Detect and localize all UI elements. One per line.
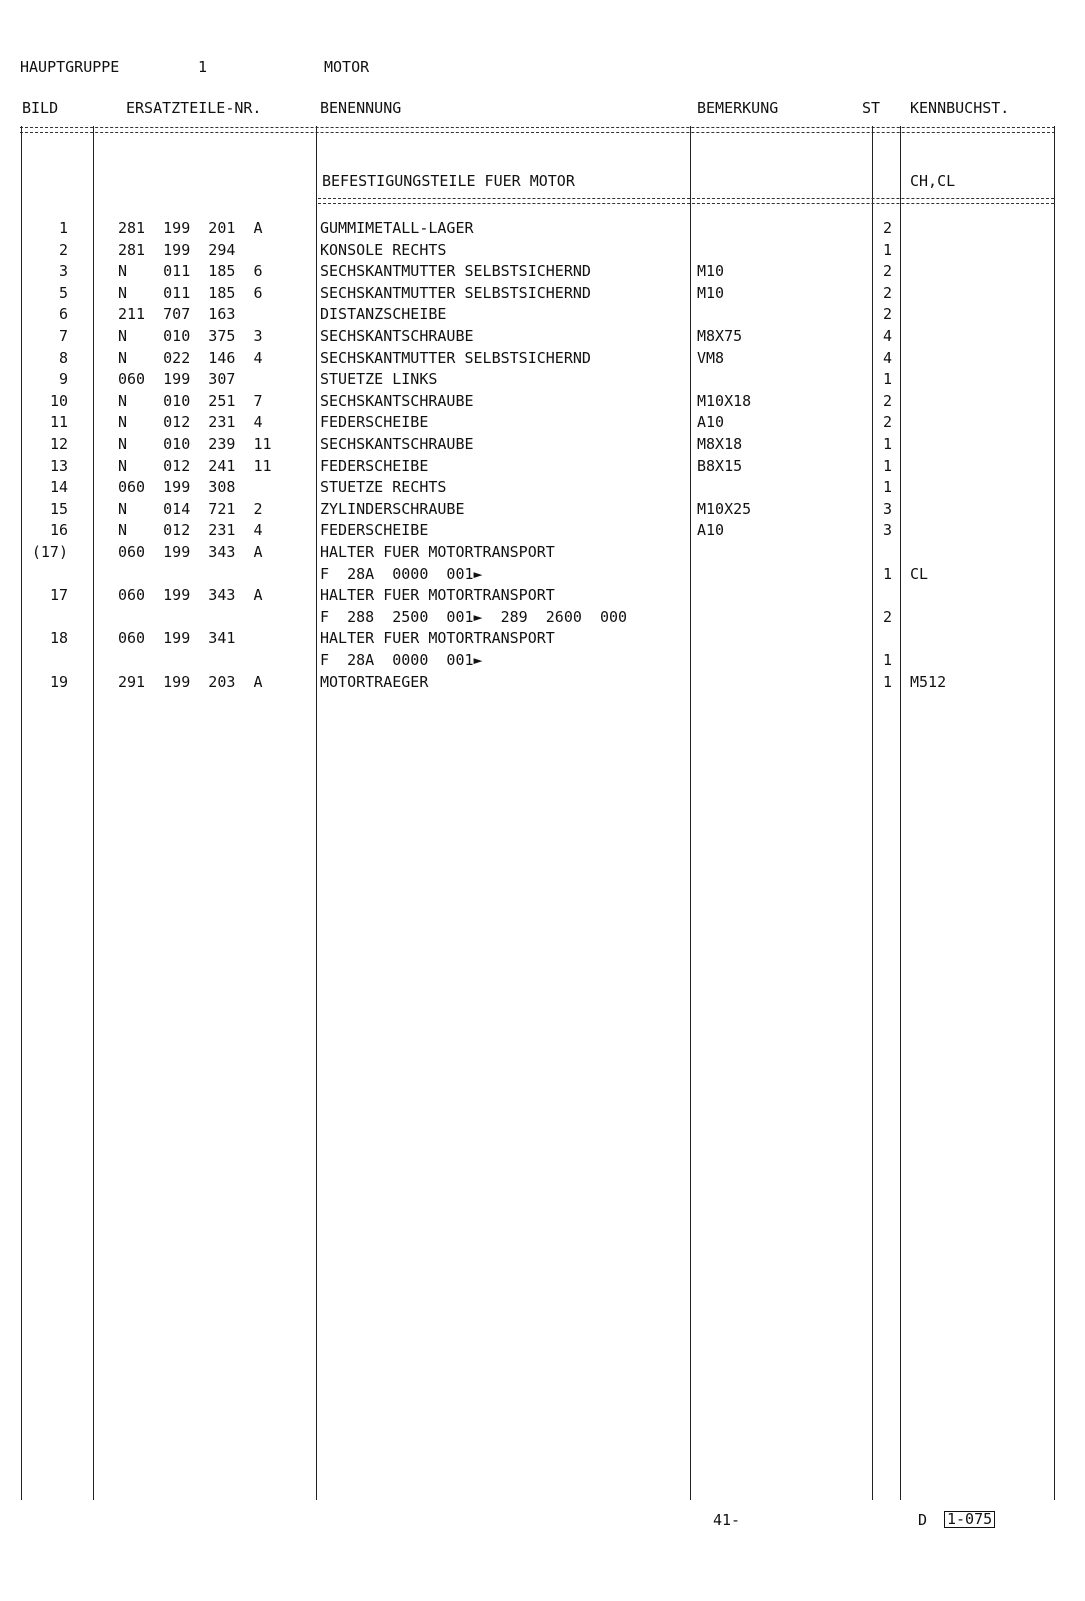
bild-cell: 5 — [58, 283, 68, 302]
remark-cell: M10 — [697, 283, 725, 302]
name-cell: ZYLINDERSCHRAUBE — [320, 499, 465, 518]
name-cell: SECHSKANTSCHRAUBE — [320, 391, 474, 410]
name-cell: GUMMIMETALL-LAGER — [320, 219, 474, 237]
bild-cell: 8 — [58, 348, 68, 367]
part-number-cell: 060 199 343 A — [118, 543, 263, 561]
remark-cell: M10 — [697, 262, 725, 281]
name-cell: F 288 2500 001► 289 2600 000 — [320, 607, 628, 626]
remark-cell: M10X18 — [697, 391, 752, 410]
table-row — [0, 433, 1085, 455]
table-row — [0, 606, 1085, 628]
part-number-cell: N 010 251 7 — [118, 391, 263, 410]
table-row — [0, 584, 1085, 606]
qty-cell: 3 — [882, 521, 892, 540]
remark-cell: M8X18 — [697, 435, 743, 453]
bild-cell: 7 — [58, 327, 68, 345]
language-code: D — [918, 1511, 928, 1529]
bild-cell: 11 — [49, 413, 68, 432]
name-cell: KONSOLE RECHTS — [320, 240, 447, 259]
bild-cell: 17 — [49, 586, 68, 605]
qty-cell: 1 — [882, 456, 892, 475]
code-cell: CL — [910, 564, 929, 583]
qty-cell: 1 — [882, 564, 892, 583]
part-number-cell: 060 199 341 — [118, 629, 236, 648]
section-code: CH,CL — [910, 172, 956, 190]
remark-cell: B8X15 — [697, 456, 743, 475]
name-cell: FEDERSCHEIBE — [320, 413, 429, 432]
remark-cell: A10 — [697, 413, 725, 432]
col-header-code: KENNBUCHST. — [910, 99, 1010, 117]
name-cell: F 28A 0000 001► — [320, 564, 483, 583]
table-row — [0, 476, 1085, 498]
name-cell: HALTER FUER MOTORTRANSPORT — [320, 586, 555, 605]
part-number-cell: N 014 721 2 — [118, 499, 263, 518]
qty-cell: 4 — [882, 348, 892, 367]
name-cell: SECHSKANTMUTTER SELBSTSICHERND — [320, 262, 591, 281]
table-row — [0, 303, 1085, 325]
part-number-cell: N 011 185 6 — [118, 283, 263, 302]
group-name: MOTOR — [324, 58, 370, 76]
col-header-qty: ST — [862, 99, 881, 117]
table-row — [0, 347, 1085, 369]
remark-cell: A10 — [697, 521, 725, 540]
reference-code: 1-075 — [944, 1511, 995, 1528]
table-row — [0, 368, 1085, 390]
group-label: HAUPTGRUPPE — [20, 58, 120, 76]
qty-cell: 4 — [882, 327, 892, 345]
qty-cell: 1 — [882, 478, 892, 497]
name-cell: FEDERSCHEIBE — [320, 456, 429, 475]
bild-cell: 18 — [49, 629, 68, 648]
part-number-cell: N 010 375 3 — [118, 327, 263, 345]
part-number-cell: 060 199 307 — [118, 370, 236, 389]
table-row — [0, 627, 1085, 649]
part-number-cell: 291 199 203 A — [118, 672, 263, 691]
bild-cell: 2 — [58, 240, 68, 259]
table-row — [0, 411, 1085, 433]
part-number-cell: N 012 231 4 — [118, 521, 263, 540]
part-number-cell: N 022 146 4 — [118, 348, 263, 367]
qty-cell: 1 — [882, 672, 892, 691]
table-row — [0, 239, 1085, 261]
table-row — [0, 519, 1085, 541]
remark-cell: M8X75 — [697, 327, 743, 345]
qty-cell: 1 — [882, 370, 892, 389]
col-header-name: BENENNUNG — [320, 99, 402, 117]
col-header-bild: BILD — [22, 99, 59, 117]
page-number: 41- — [713, 1511, 741, 1529]
name-cell: STUETZE LINKS — [320, 370, 438, 389]
qty-cell: 1 — [882, 240, 892, 259]
qty-cell: 2 — [882, 219, 892, 237]
qty-cell: 2 — [882, 391, 892, 410]
name-cell: F 28A 0000 001► — [320, 651, 483, 669]
name-cell: SECHSKANTSCHRAUBE — [320, 327, 474, 345]
bild-cell: (17) — [31, 543, 68, 561]
bild-cell: 6 — [58, 305, 68, 324]
qty-cell: 2 — [882, 607, 892, 626]
table-row — [0, 260, 1085, 282]
bild-cell: 16 — [49, 521, 68, 540]
part-number-cell: N 011 185 6 — [118, 262, 263, 281]
part-number-cell: 281 199 294 — [118, 240, 236, 259]
remark-cell: VM8 — [697, 348, 725, 367]
table-row — [0, 455, 1085, 477]
part-number-cell: N 012 231 4 — [118, 413, 263, 432]
table-row — [0, 390, 1085, 412]
table-row — [0, 498, 1085, 520]
bild-cell: 10 — [49, 391, 68, 410]
name-cell: SECHSKANTMUTTER SELBSTSICHERND — [320, 283, 591, 302]
table-row — [0, 671, 1085, 693]
name-cell: SECHSKANTSCHRAUBE — [320, 435, 474, 453]
table-row — [0, 649, 1085, 671]
name-cell: HALTER FUER MOTORTRANSPORT — [320, 543, 555, 561]
name-cell: MOTORTRAEGER — [320, 672, 429, 691]
table-row — [0, 563, 1085, 585]
bild-cell: 13 — [49, 456, 68, 475]
table-row — [0, 541, 1085, 563]
name-cell: DISTANZSCHEIBE — [320, 305, 447, 324]
col-header-part-number: ERSATZTEILE-NR. — [126, 99, 262, 117]
qty-cell: 1 — [882, 435, 892, 453]
bild-cell: 9 — [58, 370, 68, 389]
part-number-cell: 281 199 201 A — [118, 219, 263, 237]
part-number-cell: N 012 241 11 — [118, 456, 272, 475]
remark-cell: M10X25 — [697, 499, 752, 518]
qty-cell: 2 — [882, 262, 892, 281]
section-separator — [318, 198, 1054, 204]
qty-cell: 2 — [882, 413, 892, 432]
part-number-cell: N 010 239 11 — [118, 435, 272, 453]
bild-cell: 19 — [49, 672, 68, 691]
group-number: 1 — [198, 58, 208, 76]
qty-cell: 2 — [882, 305, 892, 324]
name-cell: SECHSKANTMUTTER SELBSTSICHERND — [320, 348, 591, 367]
table-row — [0, 217, 1085, 239]
part-number-cell: 211 707 163 — [118, 305, 236, 324]
name-cell: FEDERSCHEIBE — [320, 521, 429, 540]
bild-cell: 12 — [49, 435, 68, 453]
bild-cell: 1 — [58, 219, 68, 237]
code-cell: M512 — [910, 672, 947, 691]
qty-cell: 2 — [882, 283, 892, 302]
col-header-remark: BEMERKUNG — [697, 99, 779, 117]
part-number-cell: 060 199 343 A — [118, 586, 263, 605]
table-row — [0, 282, 1085, 304]
bild-cell: 14 — [49, 478, 68, 497]
table-row — [0, 325, 1085, 347]
bild-cell: 3 — [58, 262, 68, 281]
qty-cell: 1 — [882, 651, 892, 669]
bild-cell: 15 — [49, 499, 68, 518]
name-cell: HALTER FUER MOTORTRANSPORT — [320, 629, 555, 648]
part-number-cell: 060 199 308 — [118, 478, 236, 497]
section-title: BEFESTIGUNGSTEILE FUER MOTOR — [322, 172, 575, 190]
qty-cell: 3 — [882, 499, 892, 518]
name-cell: STUETZE RECHTS — [320, 478, 447, 497]
